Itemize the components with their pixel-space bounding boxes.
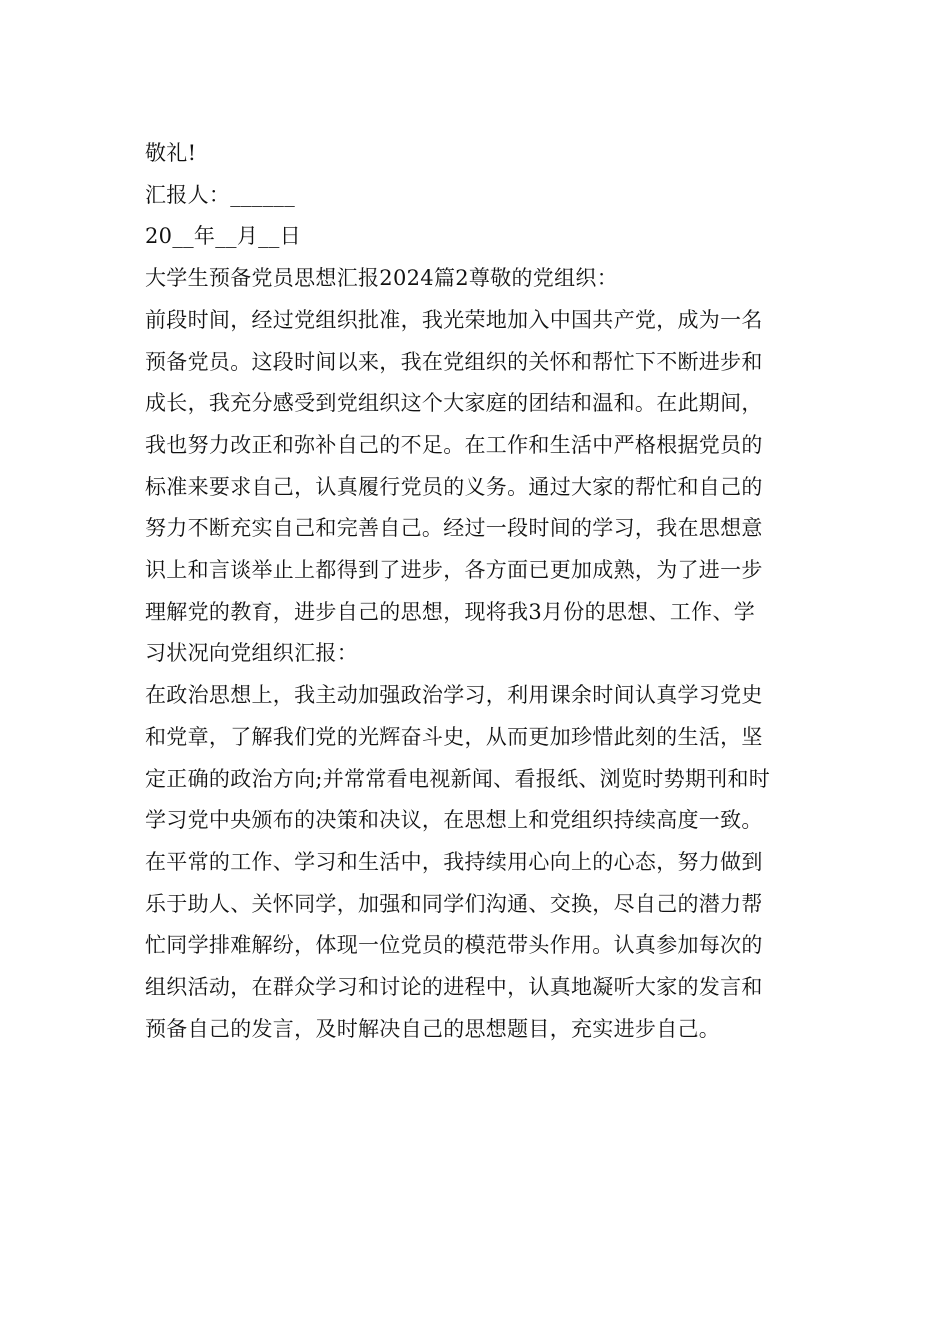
paragraph-3 xyxy=(145,842,810,1051)
paragraph-1 xyxy=(145,300,810,675)
paragraph-line: 在平常的工作、学习和生活中，我持续用心向上的心态，努力做到 xyxy=(145,849,763,874)
date-line: 20__年__月__日 xyxy=(145,224,302,249)
paragraph-line: 前段时间，经过党组织批准，我光荣地加入中国共产党，成为一名 xyxy=(145,307,763,332)
paragraph-line: 定正确的政治方向;并常常看电视新闻、看报纸、浏览时势期刊和时 xyxy=(145,766,771,791)
reporter-line: 汇报人：______ xyxy=(145,182,295,207)
paragraph-line: 组织活动，在群众学习和讨论的进程中，认真地凝听大家的发言和 xyxy=(145,975,763,1000)
paragraph-line: 忙同学排难解纷，体现一位党员的模范带头作用。认真参加每次的 xyxy=(145,933,763,958)
paragraph-line: 在政治思想上，我主动加强政治学习，利用课余时间认真学习党史 xyxy=(145,683,763,708)
paragraph-line: 预备自己的发言，及时解决自己的思想题目，充实进步自己。 xyxy=(145,1016,721,1041)
paragraph-line: 学习党中央颁布的决策和决议，在思想上和党组织持续高度一致。 xyxy=(145,808,763,833)
paragraph-line: 成长，我充分感受到党组织这个大家庭的团结和温和。在此期间， xyxy=(145,391,763,416)
paragraph-line: 和党章，了解我们党的光辉奋斗史，从而更加珍惜此刻的生活，坚 xyxy=(145,724,763,749)
paragraph-line: 乐于助人、关怀同学，加强和同学们沟通、交换，尽自己的潜力帮 xyxy=(145,891,763,916)
closing-salutation: 敬礼! xyxy=(145,141,197,165)
paragraph-line: 预备党员。这段时间以来，我在党组织的关怀和帮忙下不断进步和 xyxy=(145,349,763,374)
paragraph-line: 识上和言谈举止上都得到了进步，各方面已更加成熟，为了进一步 xyxy=(145,558,763,583)
paragraph-line: 理解党的教育，进步自己的思想，现将我3月份的思想、工作、学 xyxy=(145,599,756,624)
article-title-line: 大学生预备党员思想汇报2024篇2尊敬的党组织： xyxy=(145,266,619,291)
paragraph-line: 标准来要求自己，认真履行党员的义务。通过大家的帮忙和自己的 xyxy=(145,474,763,499)
paragraph-2 xyxy=(145,675,810,842)
paragraph-line: 习状况向党组织汇报： xyxy=(145,641,358,666)
document-body xyxy=(145,133,810,1050)
paragraph-line: 努力不断充实自己和完善自己。经过一段时间的学习，我在思想意 xyxy=(145,516,763,541)
paragraph-line: 我也努力改正和弥补自己的不足。在工作和生活中严格根据党员的 xyxy=(145,432,763,457)
